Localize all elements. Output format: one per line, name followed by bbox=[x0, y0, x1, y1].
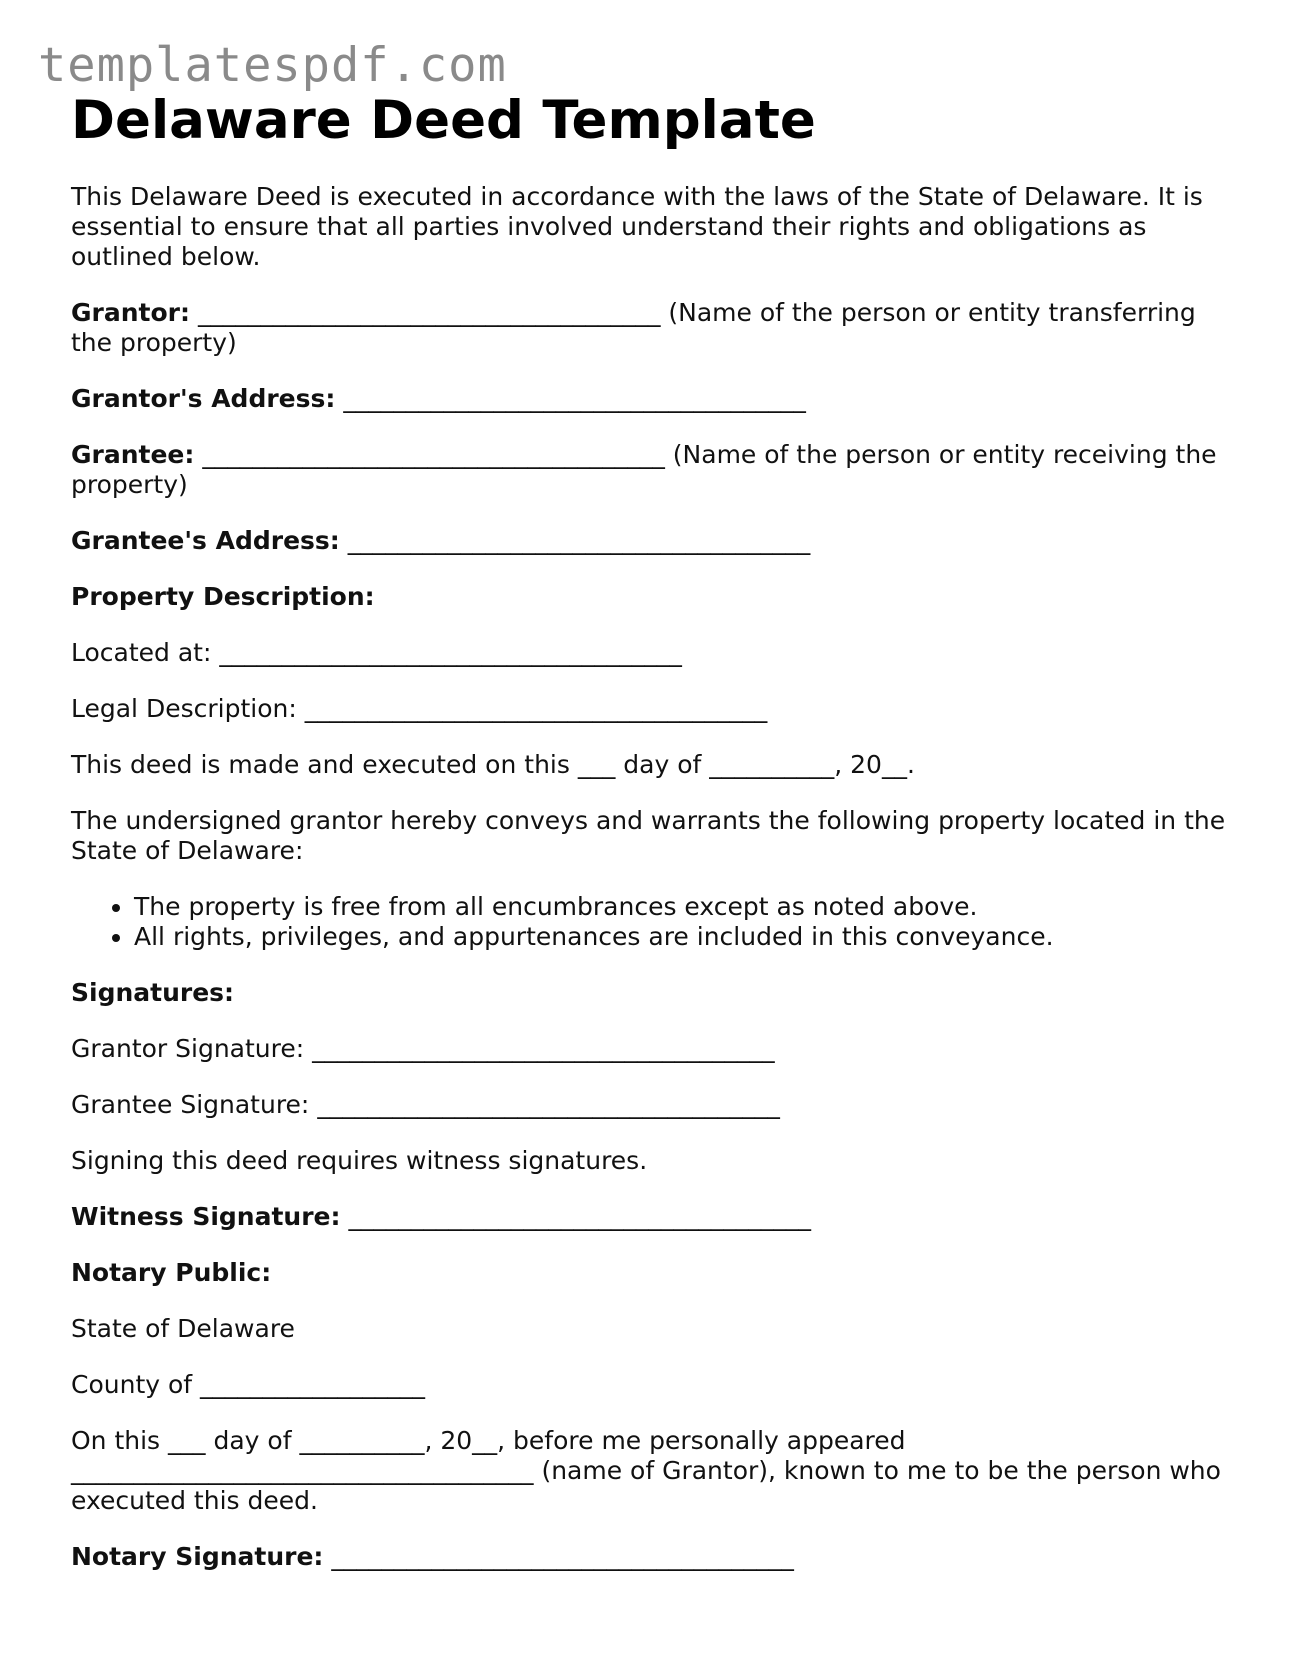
grantee-blank[interactable]: _____________________________________ bbox=[202, 440, 665, 470]
watermark: templatespdf.com bbox=[38, 38, 507, 93]
located-line bbox=[71, 638, 1231, 668]
notary-signature-line bbox=[71, 1542, 1231, 1572]
deed-document bbox=[71, 92, 1231, 1572]
notary-heading-label: Notary Public: bbox=[71, 1258, 272, 1288]
grantee-address-blank[interactable]: _____________________________________ bbox=[347, 526, 811, 556]
grantee-address-label: Grantee's Address: bbox=[71, 526, 340, 556]
grantor-address-line bbox=[71, 384, 1231, 414]
witness-note: Signing this deed requires witness signatures. bbox=[71, 1146, 648, 1176]
list-item: • The property is free from all encumbrances except as noted above. bbox=[134, 892, 1231, 922]
grantee-line bbox=[71, 440, 1231, 500]
located-blank[interactable]: _____________________________________ bbox=[219, 638, 682, 668]
convey-paragraph: The undersigned grantor hereby conveys and warrants the following property located in the State of Delaware: bbox=[71, 806, 1226, 866]
notary-county[interactable]: County of __________________ bbox=[71, 1370, 426, 1400]
witness-signature-blank[interactable]: _____________________________________ bbox=[348, 1202, 811, 1232]
grantor-note: (Name of the person or entity transferring the property) bbox=[71, 298, 1196, 358]
grantee-label: Grantee: bbox=[71, 440, 195, 470]
notary-heading bbox=[71, 1258, 1231, 1288]
grantee-note: (Name of the person or entity receiving the property) bbox=[71, 440, 1217, 500]
grantor-address-label: Grantor's Address: bbox=[71, 384, 336, 414]
property-heading bbox=[71, 582, 1231, 612]
notary-appeared-paragraph: On this ___ day of __________, 20__, before me personally appeared _____________________________________ (name of Grantor), known to me to be the person who executed this deed. bbox=[71, 1426, 1221, 1516]
grantor-label: Grantor: bbox=[71, 298, 190, 328]
grantee-signature-label: Grantee Signature: bbox=[71, 1090, 310, 1120]
signatures-heading bbox=[71, 978, 1231, 1008]
signatures-heading-label: Signatures: bbox=[71, 978, 235, 1008]
witness-signature-line bbox=[71, 1202, 1231, 1232]
grantee-signature-line bbox=[71, 1090, 1231, 1120]
grantee-signature-blank[interactable]: _____________________________________ bbox=[317, 1090, 780, 1120]
legal-description-label: Legal Description: bbox=[71, 694, 297, 724]
notary-signature-label: Notary Signature: bbox=[71, 1542, 324, 1572]
property-heading-label: Property Description: bbox=[71, 582, 375, 612]
conditions-list bbox=[71, 892, 1231, 952]
witness-signature-label: Witness Signature: bbox=[71, 1202, 341, 1232]
grantor-address-blank[interactable]: _____________________________________ bbox=[343, 384, 806, 414]
grantor-signature-label: Grantor Signature: bbox=[71, 1034, 305, 1064]
page-title: Delaware Deed Template bbox=[71, 90, 816, 151]
legal-description-blank[interactable]: _____________________________________ bbox=[304, 694, 768, 724]
grantor-line bbox=[71, 298, 1231, 358]
notary-state: State of Delaware bbox=[71, 1314, 295, 1344]
legal-description-line bbox=[71, 694, 1231, 724]
located-label: Located at: bbox=[71, 638, 212, 668]
intro-paragraph: This Delaware Deed is executed in accordance with the laws of the State of Delaware. It is essential to ensure that all parties involved understand their rights and obligations as outlined below. bbox=[71, 182, 1203, 272]
notary-signature-blank[interactable]: _____________________________________ bbox=[331, 1542, 794, 1572]
grantor-blank[interactable]: _____________________________________ bbox=[197, 298, 661, 328]
grantee-address-line bbox=[71, 526, 1231, 556]
grantor-signature-line bbox=[71, 1034, 1231, 1064]
grantor-signature-blank[interactable]: _____________________________________ bbox=[312, 1034, 775, 1064]
executed-line: This deed is made and executed on this ___ day of __________, 20__. bbox=[71, 750, 915, 780]
list-item: • All rights, privileges, and appurtenances are included in this conveyance. bbox=[134, 922, 1231, 952]
